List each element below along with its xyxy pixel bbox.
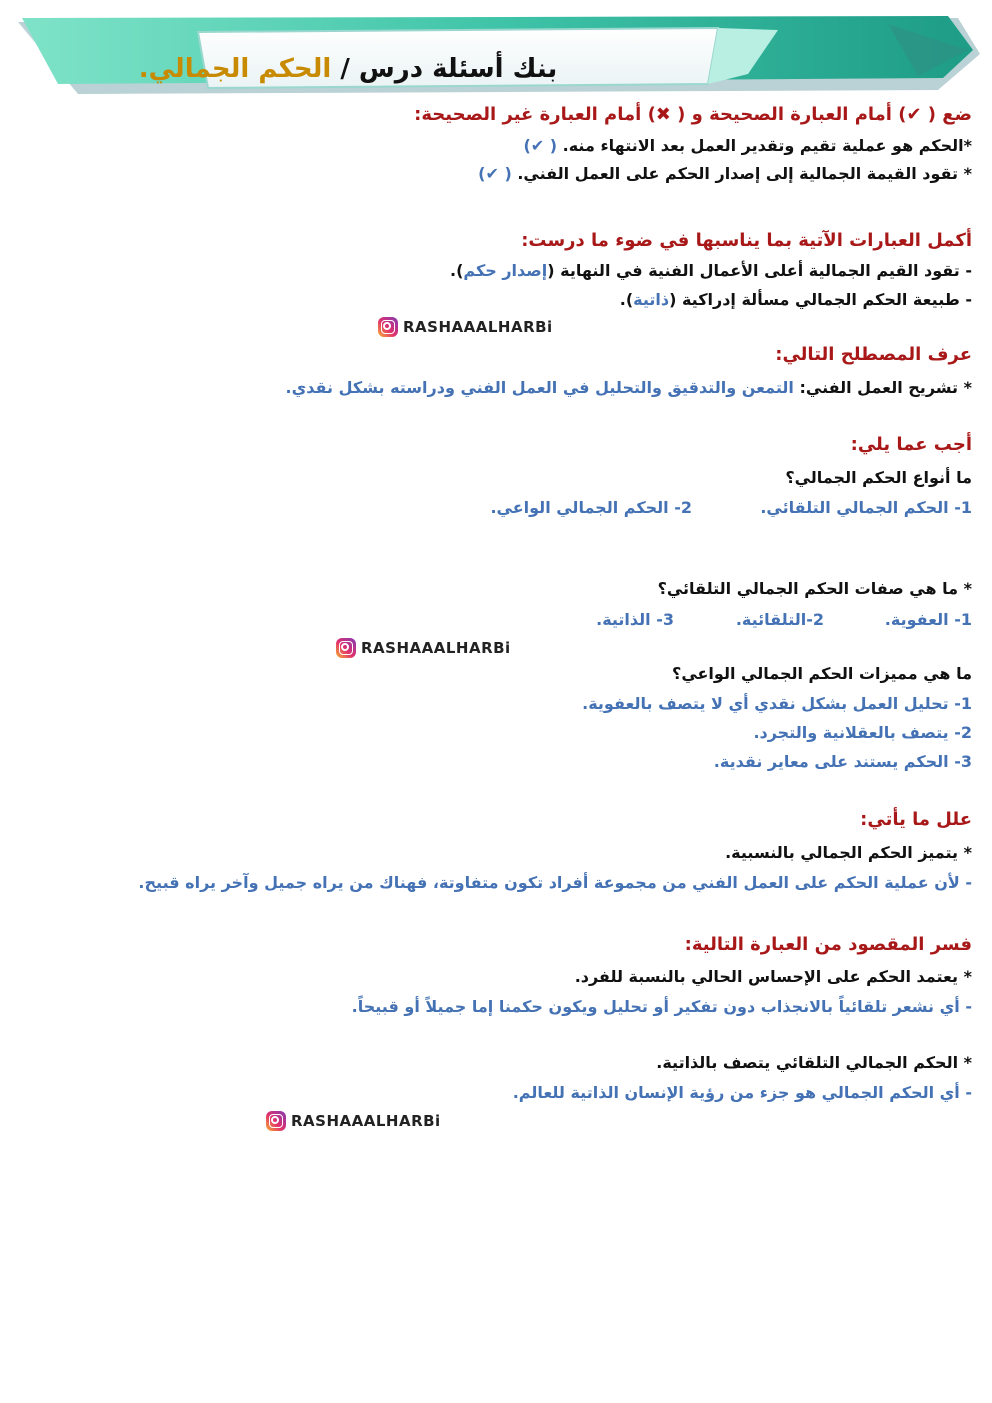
- s2-item-1-pre: - تقود القيم الجمالية أعلى الأعمال الفنية في النهاية (: [547, 261, 972, 280]
- s4-q2-a1: 1- العفوية.: [884, 610, 972, 629]
- s2-item-2: [620, 292, 972, 308]
- s4-q1-a1: 1- الحكم الجمالي التلقائي.: [760, 498, 972, 517]
- s2-item-1-answer: إصدار حكم: [463, 261, 548, 280]
- s3-heading: عرف المصطلح التالي:: [775, 344, 972, 365]
- s1-item-1: [523, 138, 972, 154]
- instagram-icon: [378, 317, 398, 337]
- s5-answer: - لأن عملية الحكم على العمل الفني من مجموعة أفراد تكون متفاوتة، فهناك من يراه جميل وآخر يراه قبيح.: [138, 873, 972, 892]
- page-title: [18, 54, 678, 84]
- s4-q1: ما أنواع الحكم الجمالي؟: [785, 468, 972, 487]
- s6-a2: - أي الحكم الجمالي هو جزء من رؤية الإنسان الذاتية للعالم.: [512, 1083, 972, 1102]
- s4-q3: ما هي مميزات الحكم الجمالي الواعي؟: [672, 664, 972, 683]
- title-accent: الحكم الجمالي.: [138, 54, 332, 84]
- s1-item-1-answer: ( ✔): [523, 136, 558, 155]
- s1-item-2-answer: ( ✔): [478, 164, 512, 183]
- watermark-text: RASHAAALHARBi: [291, 1112, 441, 1130]
- s6-q2: * الحكم الجمالي التلقائي يتصف بالذاتية.: [656, 1053, 972, 1072]
- s5-heading: علل ما يأتي:: [860, 809, 972, 830]
- s4-q1-a2: 2- الحكم الجمالي الواعي.: [490, 498, 692, 517]
- s4-q3-a3: 3- الحكم يستند على معاير نقدية.: [713, 752, 972, 771]
- s2-heading: أكمل العبارات الآتية بما يناسبها في ضوء ما درست:: [521, 230, 972, 251]
- watermark-text: RASHAAALHARBi: [403, 318, 553, 336]
- s3-definition: [286, 380, 972, 396]
- instagram-watermark-2: [336, 637, 511, 659]
- watermark-text: RASHAAALHARBi: [361, 639, 511, 657]
- s3-answer: التمعن والتدقيق والتحليل في العمل الفني ودراسته بشكل نقدي.: [285, 378, 794, 397]
- s4-q3-a1: 1- تحليل العمل بشكل نقدي أي لا يتصف بالعفوية.: [582, 694, 972, 713]
- title-banner: [18, 14, 988, 96]
- instagram-watermark-3: [266, 1110, 441, 1132]
- s1-item-2: [478, 166, 972, 182]
- instagram-icon: [266, 1111, 286, 1131]
- s2-item-2-post: ).: [619, 290, 634, 309]
- s2-item-1: [450, 263, 972, 279]
- s6-q1: * يعتمد الحكم على الإحساس الحالي بالنسبة للفرد.: [574, 967, 972, 986]
- s4-q3-a2: 2- يتصف بالعقلانية والتجرد.: [753, 723, 972, 742]
- s4-q2: * ما هي صفات الحكم الجمالي التلقائي؟: [657, 579, 972, 598]
- instagram-icon: [336, 638, 356, 658]
- s1-item-1-text: *الحكم هو عملية تقيم وتقدير العمل بعد الانتهاء منه.: [557, 136, 972, 155]
- s6-a1: - أي نشعر تلقائياً بالانجذاب دون تفكير أو تحليل ويكون حكمنا إما جميلاً أو قبيحاً.: [351, 997, 972, 1016]
- s4-heading: أجب عما يلي:: [850, 434, 972, 455]
- s2-item-2-pre: - طبيعة الحكم الجمالي مسألة إدراكية (: [669, 290, 972, 309]
- s4-q2-a3: 3- الذاتية.: [596, 610, 674, 629]
- s2-item-1-post: ).: [450, 261, 464, 280]
- s4-q2-a2: 2-التلقائية.: [735, 610, 824, 629]
- instagram-watermark-1: [378, 316, 553, 338]
- s6-heading: فسر المقصود من العبارة التالية:: [684, 934, 972, 955]
- s1-item-2-text: * تقود القيمة الجمالية إلى إصدار الحكم على العمل الفني.: [511, 164, 972, 183]
- s2-item-2-answer: ذاتية: [633, 290, 670, 309]
- s1-heading: ضع ( ✔) أمام العبارة الصحيحة و ( ✖) أمام العبارة غير الصحيحة:: [414, 104, 972, 125]
- title-main: بنك أسئلة درس /: [331, 54, 558, 84]
- s5-question: * يتميز الحكم الجمالي بالنسبية.: [725, 843, 972, 862]
- s3-term: * تشريح العمل الفني:: [793, 378, 972, 397]
